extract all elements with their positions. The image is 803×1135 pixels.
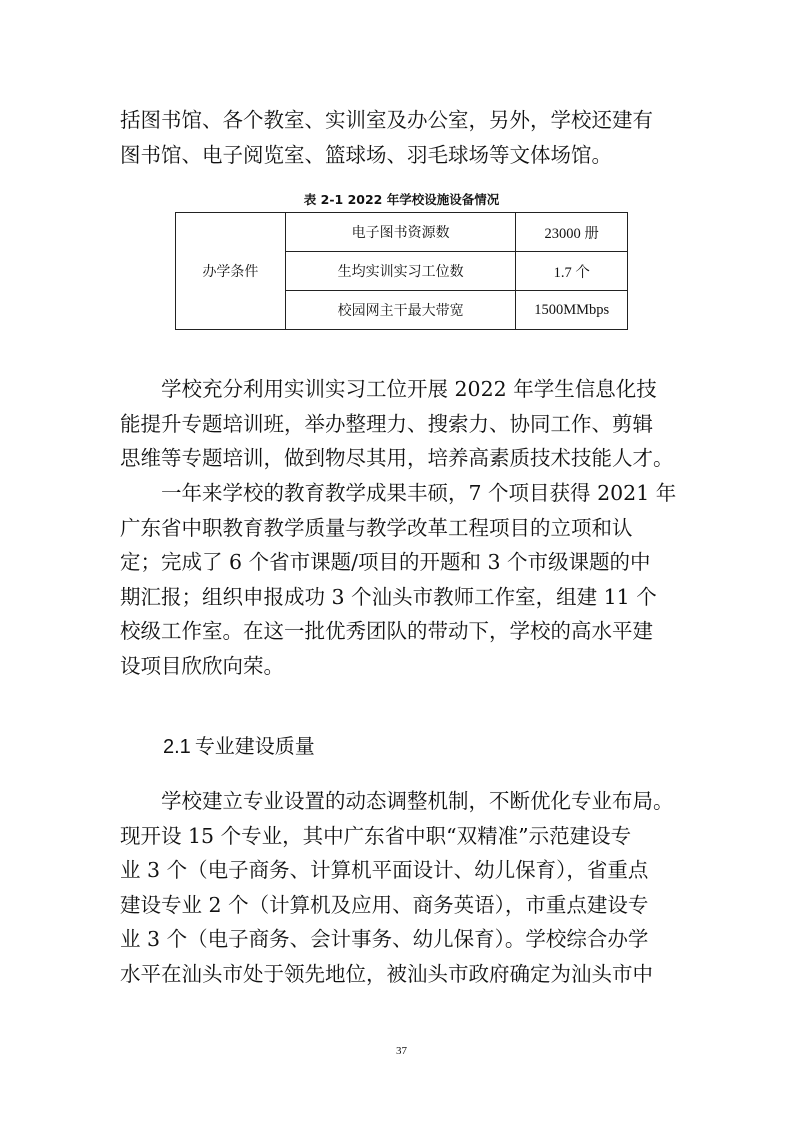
table-caption: 表 2-1 2022 年学校设施设备情况 (303, 192, 500, 207)
page-number: 37 (396, 1045, 407, 1057)
category-cell: 办学条件 (176, 213, 286, 330)
text-line: 思维等专题培训，做到物尽其用，培养高素质技术技能人才。 (120, 446, 674, 470)
text-line: 能提升专题培训班，举办整理力、搜索力、协同工作、剪辑 (120, 411, 653, 436)
facilities-table (175, 212, 628, 330)
text-line: 一年来学校的教育教学成果丰硕，7 个项目获得 2021 年 (161, 481, 677, 505)
text-line: 广东省中职教育教学质量与教学改革工程项目的立项和认 (120, 515, 633, 540)
text-line: 括图书馆、各个教室、实训室及办公室，另外，学校还建有 (120, 108, 653, 132)
value-cell: 23000 册 (516, 213, 628, 252)
value-cell: 1.7 个 (516, 252, 628, 291)
item-cell: 电子图书资源数 (285, 213, 516, 252)
text-line: 业 3 个（电子商务、会计事务、幼儿保育）。学校综合办学 (120, 927, 649, 951)
section-title: 专业建设质量 (194, 734, 315, 758)
text-line: 图书馆、电子阅览室、篮球场、羽毛球场等文体场馆。 (120, 142, 612, 167)
text-line: 建设专业 2 个（计算机及应用、商务英语），市重点建设专 (120, 892, 649, 917)
text-line: 现开设 15 个专业，其中广东省中职“双精准”示范建设专 (120, 823, 632, 848)
section-heading (163, 730, 315, 759)
text-line: 学校建立专业设置的动态调整机制，不断优化专业布局。 (161, 789, 674, 813)
body-paragraph-2 (120, 476, 680, 683)
text-line: 业 3 个（电子商务、计算机平面设计、幼儿保育），省重点 (120, 858, 649, 882)
table-row (176, 213, 628, 252)
section-number: 2.1 (163, 736, 191, 758)
item-cell: 校园网主干最大带宽 (285, 291, 516, 330)
text-line: 期汇报；组织申报成功 3 个汕头市教师工作室，组建 11 个 (120, 584, 657, 609)
body-paragraph-1 (120, 372, 680, 476)
text-line: 学校充分利用实训实习工位开展 2022 年学生信息化技 (161, 377, 657, 401)
value-cell: 1500MMbps (516, 291, 628, 330)
text-line: 定；完成了 6 个省市课题/项目的开题和 3 个市级课题的中 (120, 550, 651, 574)
item-cell: 生均实训实习工位数 (285, 252, 516, 291)
text-line: 校级工作室。在这一批优秀团队的带动下，学校的高水平建 (120, 619, 653, 643)
text-line: 设项目欣欣向荣。 (120, 653, 284, 678)
text-line: 水平在汕头市处于领先地位，被汕头市政府确定为汕头市中 (120, 961, 653, 986)
intro-paragraph (120, 103, 680, 172)
body-paragraph-3 (120, 784, 680, 991)
